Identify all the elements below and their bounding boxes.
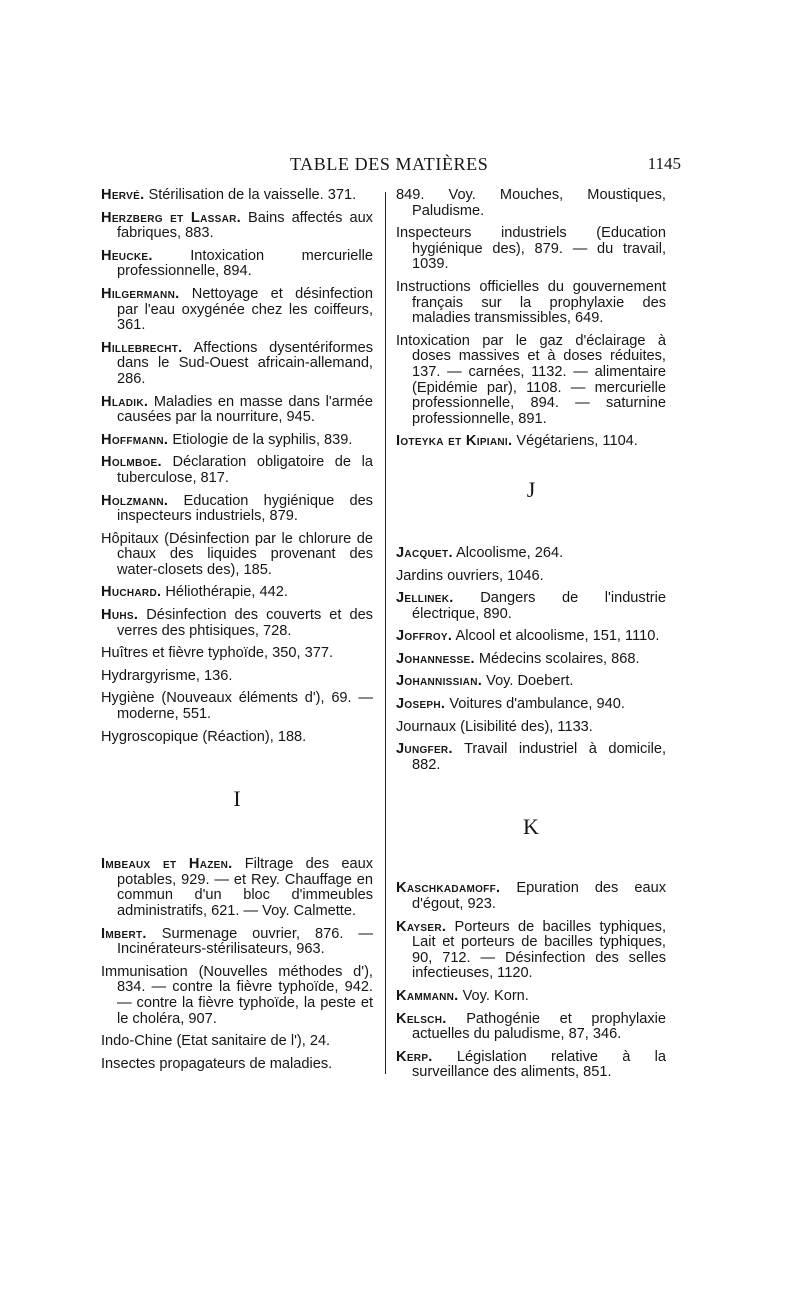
entry-author-name: Kelsch.: [396, 1010, 447, 1027]
index-entry: [396, 652, 666, 668]
entry-text: Immunisation (Nouvelles méthodes d'), 834. — contre la fièvre typhoïde, 942. — contre la fièvre typhoïde, la peste et le choléra, 907.: [101, 963, 373, 1027]
entry-text: Voitures d'ambulance, 940.: [449, 696, 625, 713]
index-entry: [101, 433, 373, 449]
entry-author-name: Herzberg et Lassar.: [101, 209, 241, 226]
entry-text: Alcoolisme, 264.: [456, 544, 564, 561]
entry-text: Education hygiénique des inspecteurs industriels, 879.: [117, 492, 373, 525]
entry-text: Porteurs de bacilles typhiques, Lait et porteurs de bacilles typhiques, 90, 712. — Désinfection des selles infectieuses, 1120.: [412, 918, 666, 982]
right-column: [396, 188, 666, 1088]
entry-text: Alcool et alcoolisme, 151, 1110.: [455, 628, 660, 645]
entry-author-name: Hillebrecht.: [101, 339, 183, 356]
entry-text: Hygiène (Nouveaux éléments d'), 69. — moderne, 551.: [101, 690, 373, 723]
index-entry: [396, 989, 666, 1005]
index-entry: [101, 287, 373, 334]
index-entry: [101, 965, 373, 1027]
index-entry: [101, 669, 373, 685]
index-entry: [101, 857, 373, 919]
entry-text: Intoxication par le gaz d'éclairage à doses massives et à doses réduites, 137. — carnées, 1132. — alimentaire (Epidémie par), 1108. — mercurielle professionnelle, 894. — saturnine professionnelle, 891.: [396, 332, 666, 427]
entry-text: Voy. Korn.: [462, 988, 529, 1004]
index-entry: [101, 927, 373, 958]
entry-text: Maladies en masse dans l'armée causées par la nourriture, 945.: [117, 393, 373, 426]
index-entry: [396, 280, 666, 327]
entry-text: Etiologie de la syphilis, 839.: [172, 431, 353, 448]
index-entry: [101, 646, 373, 662]
index-entry: [396, 720, 666, 736]
entry-text: Bains affectés aux fabriques, 883.: [117, 209, 373, 242]
entry-text: Filtrage des eaux potables, 929. — et Rey. Chauffage en commun d'un bloc d'immeubles administratifs, 621. — Voy. Calmette.: [117, 856, 373, 919]
index-entry: [396, 881, 666, 912]
entry-text: Médecins scolaires, 868.: [478, 650, 640, 667]
entry-text: Epuration des eaux d'égout, 923.: [412, 880, 666, 913]
entry-text: Journaux (Lisibilité des), 1133.: [396, 718, 593, 735]
entry-text: Intoxication mercurielle professionnelle, 894.: [117, 247, 373, 280]
section-heading-j: J: [526, 476, 536, 502]
index-entry: [101, 532, 373, 579]
entry-author-name: Hilgermann.: [101, 285, 180, 302]
index-entry: [101, 341, 373, 388]
entry-text: Huîtres et fièvre typhoïde, 350, 377.: [101, 645, 334, 662]
entry-text: Dangers de l'industrie électrique, 890.: [412, 590, 666, 622]
index-entry: [101, 249, 373, 280]
index-entry: [396, 697, 666, 713]
running-header: [100, 150, 681, 180]
entry-text: Hôpitaux (Désinfection par le chlorure de chaux des liquides provenant des water-closets des), 185.: [101, 530, 373, 578]
entry-text: Hygroscopique (Réaction), 188.: [101, 728, 307, 745]
index-entry: [396, 569, 666, 585]
entry-author-name: Johannissian.: [396, 673, 483, 690]
index-entry: [396, 546, 666, 562]
entry-text: 849. Voy. Mouches, Moustiques, Paludisme.: [396, 187, 666, 219]
index-entry: [101, 494, 373, 525]
column-divider: [385, 192, 386, 1074]
entry-text: Instructions officielles du gouvernement français sur la prophylaxie des maladies transmissibles, 649.: [396, 278, 666, 327]
index-entry: [101, 730, 373, 746]
entry-text: Inspecteurs industriels (Education hygiénique des), 879. — du travail, 1039.: [396, 225, 666, 273]
entry-text: Déclaration obligatoire de la tuberculose, 817.: [117, 454, 373, 486]
entry-author-name: Johannesse.: [396, 650, 475, 667]
entry-author-name: Huchard.: [101, 584, 162, 601]
left-column: [101, 188, 373, 1079]
section-heading-i: I: [233, 786, 241, 812]
entry-list-i: [101, 857, 373, 1072]
entry-text: Hydrargyrisme, 136.: [101, 667, 233, 684]
entry-text: Indo-Chine (Etat sanitaire de l'), 24.: [101, 1033, 331, 1050]
entry-text: Voy. Doebert.: [486, 673, 574, 690]
page-number: 1145: [647, 154, 681, 173]
entry-author-name: Imbeaux et Hazen.: [101, 856, 233, 873]
entry-author-name: Hoffmann.: [101, 431, 169, 448]
entry-author-name: Jellinek.: [396, 590, 454, 607]
index-entry: [396, 334, 666, 428]
entry-author-name: Joffroy.: [396, 628, 453, 645]
entry-text: Surmenage ouvrier, 876. — Incinérateurs-stérilisateurs, 963.: [117, 925, 373, 958]
entry-author-name: Kammann.: [396, 988, 459, 1004]
index-entry: [396, 1050, 666, 1081]
entry-text: Végétariens, 1104.: [516, 433, 638, 450]
index-entry: [396, 742, 666, 773]
index-entry: [396, 920, 666, 982]
entry-author-name: Heucke.: [101, 247, 153, 264]
entry-text: Législation relative à la surveillance des aliments, 851.: [412, 1048, 666, 1081]
entry-list-j: [396, 546, 666, 774]
index-entry: [101, 1034, 373, 1050]
entry-author-name: Holmboe.: [101, 454, 162, 471]
entry-author-name: Jungfer.: [396, 741, 453, 758]
index-entry: [101, 395, 373, 426]
entry-text: Nettoyage et désinfection par l'eau oxygénée chez les coiffeurs, 361.: [117, 285, 373, 334]
index-entry: [101, 585, 373, 601]
entry-list-h: [101, 188, 373, 745]
section-heading-k: K: [523, 814, 539, 840]
index-entry: [101, 455, 373, 486]
entry-text: Pathogénie et prophylaxie actuelles du paludisme, 87, 346.: [412, 1010, 667, 1043]
entry-author-name: Holzmann.: [101, 492, 169, 509]
index-entry: [396, 434, 666, 450]
index-entry: [101, 188, 373, 204]
entry-list-k: [396, 881, 666, 1081]
entry-author-name: Hladik.: [101, 393, 149, 410]
entry-author-name: Jacquet.: [396, 544, 453, 561]
entry-author-name: Imbert.: [101, 925, 147, 942]
entry-text: Affections dysentériformes dans le Sud-Ouest africain-allemand, 286.: [117, 339, 373, 387]
index-entry: [396, 629, 666, 645]
entry-author-name: Huhs.: [101, 607, 139, 624]
entry-author-name: Kerp.: [396, 1048, 433, 1065]
index-entry: [396, 226, 666, 273]
entry-author-name: Joseph.: [396, 696, 446, 713]
entry-text: Insectes propagateurs de maladies.: [101, 1055, 333, 1072]
index-entry: [396, 591, 666, 622]
index-entry: [101, 211, 373, 242]
entry-author-name: Kayser.: [396, 918, 447, 935]
index-entry: [101, 691, 373, 722]
running-title: TABLE DES MATIÈRES: [290, 154, 489, 174]
entry-author-name: Kaschkadamoff.: [396, 880, 501, 897]
index-entry: [396, 188, 666, 219]
entry-text: Héliothérapie, 442.: [165, 584, 288, 601]
entry-author-name: Hervé.: [101, 187, 145, 203]
index-entry: [396, 674, 666, 690]
entry-text: Travail industriel à domicile, 882.: [412, 741, 666, 773]
index-entry: [101, 608, 373, 639]
index-entry: [101, 1057, 373, 1073]
index-entry: [396, 1012, 666, 1043]
entry-text: Désinfection des couverts et des verres des phtisiques, 728.: [117, 607, 373, 639]
entry-author-name: Ioteyka et Kipiani.: [396, 433, 513, 450]
entry-text: Jardins ouvriers, 1046.: [396, 567, 544, 584]
entry-list-i-continued: [396, 188, 666, 450]
entry-text: Stérilisation de la vaisselle. 371.: [148, 187, 357, 203]
